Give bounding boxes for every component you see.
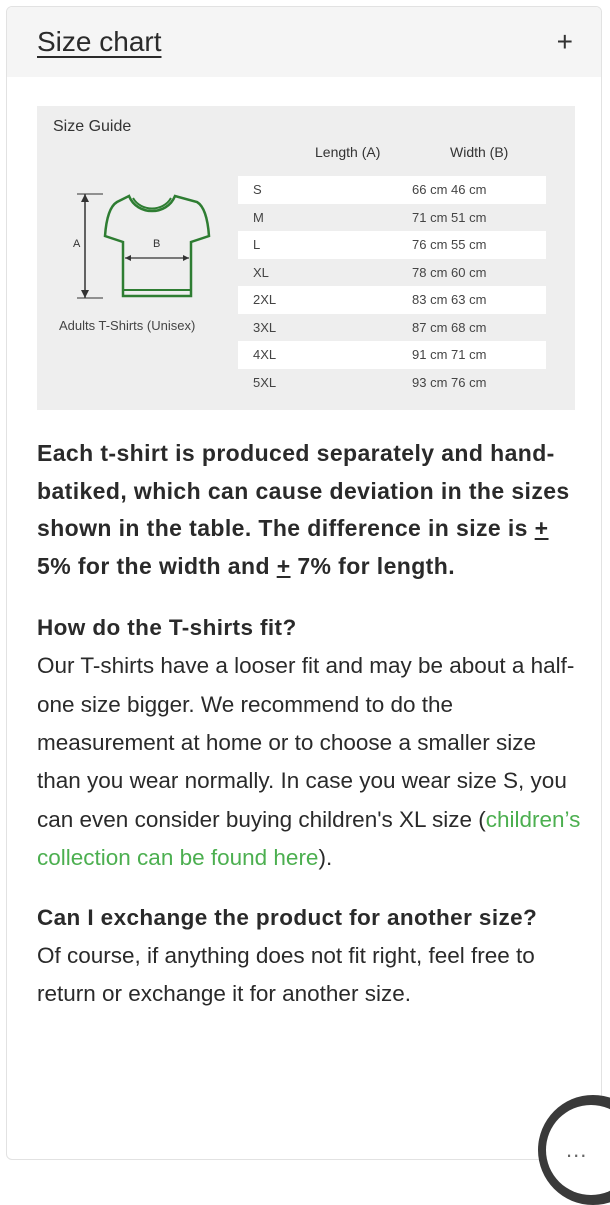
size-chart-panel [6,6,602,1160]
width-cell: 68 cm [451,319,487,335]
length-cell: 66 cm [412,182,448,198]
table-row [238,176,546,204]
faq-fit [37,609,585,877]
chat-bubble-inner[interactable] [546,1105,610,1195]
column-header-length: Length (A) [315,144,381,160]
intro-text-1: Each t-shirt is produced separately and hand-batiked, which can cause deviation in the sizes shown in the table. The difference in size is [37,440,570,542]
fit-answer-end: ). [318,844,333,870]
table-row [238,286,546,314]
width-cell: 71 cm [451,347,487,363]
measure-label-b: B [153,238,161,250]
length-cell: 91 cm [412,347,448,363]
intro-paragraph [37,435,585,585]
intro-text-2: 5% for the width and [37,552,277,579]
length-cell: 76 cm [412,237,448,253]
tshirt-diagram-icon [67,186,217,306]
size-cell: M [253,209,264,225]
intro-text-3: 7% for length. [290,552,455,579]
table-row [238,231,546,259]
width-cell: 55 cm [451,237,487,253]
chat-dots: ... [566,1137,588,1162]
length-cell: 87 cm [412,319,448,335]
measure-label-a: A [73,238,81,250]
width-cell: 76 cm [451,374,487,390]
size-table [238,176,546,396]
size-guide-title: Size Guide [53,118,132,135]
size-cell: 5XL [253,374,277,390]
exchange-question: Can I exchange the product for another size? [37,905,538,931]
plus-minus-2: + [276,552,291,579]
table-row [238,259,546,287]
table-row [238,314,546,342]
length-cell: 83 cm [412,292,448,308]
length-cell: 78 cm [412,264,448,280]
plus-minus-1: + [534,515,549,542]
expand-icon[interactable]: + [556,26,573,57]
exchange-answer: Of course, if anything does not fit right, feel free to return or exchange it for another size. [37,943,535,1007]
table-row [238,341,546,369]
width-cell: 60 cm [451,264,487,280]
size-cell: 3XL [253,319,277,335]
size-cell: L [253,237,261,253]
fit-answer-text: Our T-shirts have a looser fit and may be about a half-one size bigger. We recommend to do the measurement at home or to choose a smaller size than you wear normally. In case you wear size S, you can even consider buying children's XL size ( [37,653,575,832]
table-row [238,369,546,397]
size-cell: XL [253,264,269,280]
column-header-width: Width (B) [450,144,509,160]
fit-question: How do the T-shirts fit? [37,615,297,641]
size-cell: 4XL [253,347,277,363]
size-cell: 2XL [253,292,277,308]
childrens-collection-link[interactable]: children’s collection can be found here [37,806,581,870]
width-cell: 51 cm [451,209,487,225]
length-cell: 71 cm [412,209,448,225]
width-cell: 63 cm [451,292,487,308]
size-chart-header[interactable] [7,7,601,77]
length-cell: 93 cm [412,374,448,390]
faq-exchange [37,899,585,1014]
size-cell: S [253,182,262,198]
size-guide-image [37,106,575,410]
table-row [238,204,546,232]
fit-answer [37,647,585,877]
size-chart-content [37,435,585,1014]
size-chart-title[interactable]: Size chart [37,26,162,57]
width-cell: 46 cm [451,182,487,198]
size-guide-caption: Adults T-Shirts (Unisex) [59,318,196,333]
